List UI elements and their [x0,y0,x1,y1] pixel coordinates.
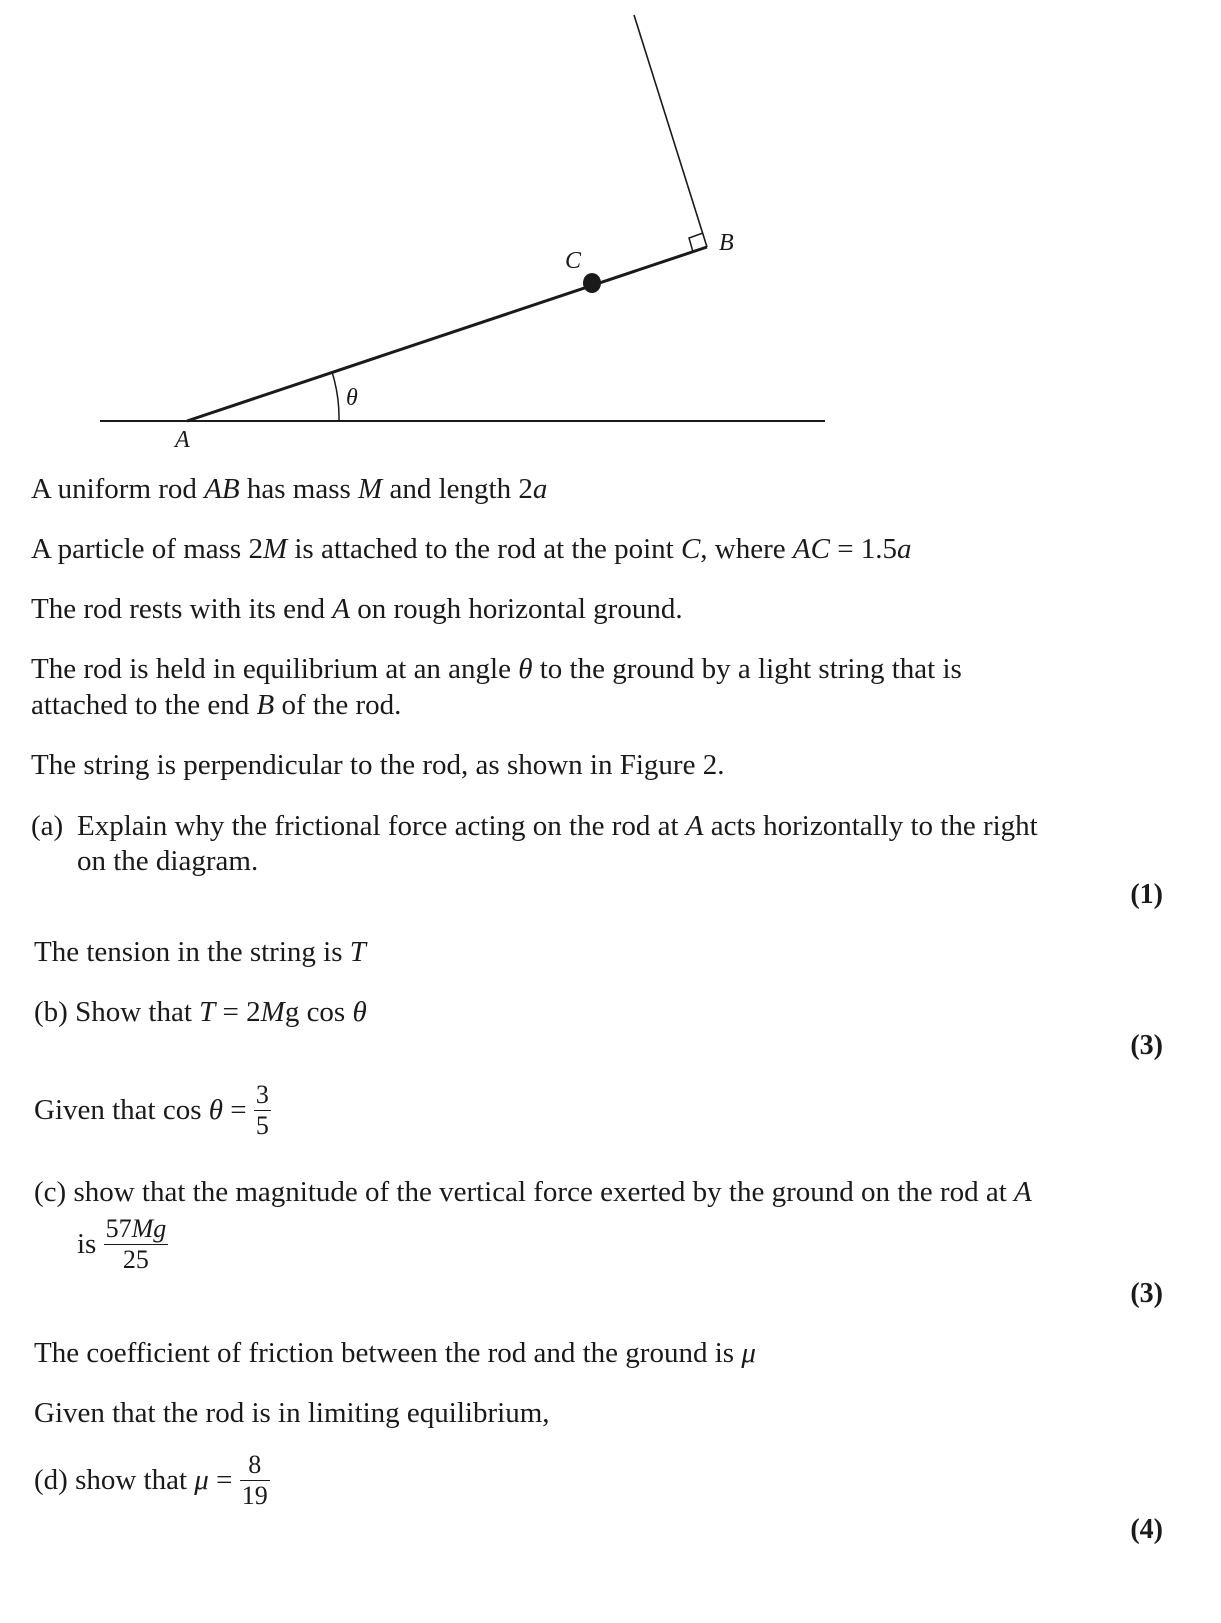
part-a-line-2: on the diagram. [77,845,259,877]
part-c-label: (c) [34,1176,67,1208]
coefficient-line [34,1335,756,1371]
var: μ [741,1337,756,1369]
intro-line-2 [31,531,912,567]
var: AC [792,533,830,565]
var: T [199,996,216,1028]
fraction-8-over-19 [240,1450,270,1511]
part-b-label: (b) [34,996,68,1028]
part-c-marks: (3) [1130,1278,1163,1309]
text: , where [700,533,793,565]
angle-arc [332,372,339,421]
denominator: 19 [241,1481,268,1510]
text: = [223,1094,254,1126]
fraction-three-fifths [254,1080,271,1141]
part-a-line-1 [77,808,1038,844]
label-c: C [565,248,582,274]
part-a-label: (a) [31,810,64,842]
intro-line-4a [31,651,962,687]
text: Show that [75,996,200,1028]
text: A uniform rod [31,473,205,505]
intro-line-5: The string is perpendicular to the rod, as shown in Figure 2. [31,749,725,781]
var: A [685,810,704,842]
text: and length 2 [382,473,533,505]
var: M [358,473,383,505]
string [634,15,707,247]
text: show that [75,1464,195,1496]
text: g cos [284,996,353,1028]
intro-line-4b [31,687,401,723]
text: of the rod. [274,689,402,721]
text: A particle of mass 2 [31,533,263,565]
part-c-line-1 [34,1174,1032,1210]
text: The coefficient of friction between the rod and the ground is [34,1337,742,1369]
var: a [532,473,548,505]
text: on rough horizontal ground. [349,593,683,625]
numerator-number: 57 [105,1214,132,1243]
text: show that the magnitude of the vertical force exerted by the ground on the rod at [73,1176,1015,1208]
limiting-line: Given that the rod is in limiting equilibrium, [34,1397,550,1429]
var: M [262,533,288,565]
var: C [680,533,701,565]
text: The tension in the string is [34,936,350,968]
text: The rod rests with its end [31,593,333,625]
text: has mass [239,473,359,505]
numerator [104,1214,169,1245]
var: θ [352,996,367,1028]
denominator: 5 [255,1111,269,1140]
rod-ab [187,247,707,421]
numerator-var: Mg [131,1214,167,1243]
label-b: B [719,230,734,256]
label-a: A [175,427,190,453]
text: Given that cos [34,1094,209,1126]
var: a [897,533,912,565]
text: The rod is held in equilibrium at an angle [31,653,519,685]
text: = 1.5 [829,533,898,565]
var: T [349,936,366,968]
var: A [332,593,350,625]
part-d-label: (d) [34,1464,68,1496]
part-b-line [34,994,367,1030]
text: = 2 [215,996,261,1028]
part-d-marks: (4) [1130,1514,1163,1545]
numerator: 3 [255,1080,269,1109]
var: θ [518,653,533,685]
numerator: 8 [240,1450,270,1481]
text: = [208,1464,240,1496]
tension-line [34,934,366,970]
var: θ [208,1094,224,1126]
part-a-marks: (1) [1130,879,1163,910]
given-cos-line [34,1080,271,1141]
text: acts horizontally to the right [703,810,1038,842]
intro-line-3 [31,591,683,627]
text: to the ground by a light string that is [532,653,962,685]
part-c-line-2 [77,1214,168,1275]
particle-c [583,273,601,293]
fraction-57mg-over-25 [104,1214,169,1275]
rod-diagram-svg [0,0,1221,470]
part-d-line [34,1450,270,1511]
var: μ [194,1464,209,1496]
var: A [1014,1176,1032,1208]
text: is [77,1228,97,1260]
figure-2-diagram [0,0,1221,470]
var: AB [204,473,240,505]
text: is attached to the rod at the point [287,533,681,565]
text: attached to the end [31,689,257,721]
part-b-marks: (3) [1130,1030,1163,1061]
denominator: 25 [122,1245,149,1274]
var: B [256,689,275,721]
intro-line-1 [31,471,547,507]
label-theta: θ [346,385,358,411]
text: Explain why the frictional force acting on the rod at [77,810,686,842]
var: M [260,996,285,1028]
